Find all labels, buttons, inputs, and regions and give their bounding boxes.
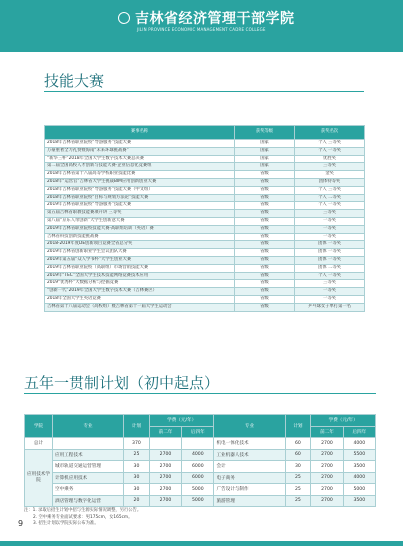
page-number: 9 bbox=[18, 519, 24, 528]
plan-cell: 旅游管理 bbox=[214, 495, 285, 507]
awards-row bbox=[45, 233, 365, 241]
plan-cell: 4000 bbox=[182, 449, 214, 461]
award-rank: 一等奖 bbox=[295, 295, 365, 303]
awards-col-rank: 获奖名次 bbox=[295, 126, 365, 140]
plan-cell: 2700 bbox=[311, 472, 343, 484]
award-level: 国家 bbox=[235, 140, 295, 148]
plan-col-major-2: 专业 bbox=[214, 415, 285, 438]
note-line: 2. 空中乘务专业面试要求：男175cm，女165cm。 bbox=[33, 514, 133, 520]
award-rank: 个人 三等奖 bbox=[295, 186, 365, 194]
award-name: 2018年吉林省职业院校“导游服务”技能大赛 bbox=[45, 140, 235, 148]
school-name: 吉林省经济管理干部学院 bbox=[135, 11, 295, 27]
award-level: 省级 bbox=[235, 264, 295, 272]
award-level: 国家 bbox=[235, 163, 295, 171]
award-name: 2019年第五届“众人学书杯”大学生创业大赛 bbox=[45, 256, 235, 264]
header-band bbox=[0, 0, 403, 52]
awards-row bbox=[45, 210, 365, 218]
awards-row bbox=[45, 163, 365, 171]
plan-cell: 30 bbox=[124, 472, 150, 484]
plan-cell: 2700 bbox=[149, 495, 181, 507]
award-rank: 一等奖 bbox=[295, 233, 365, 241]
award-name: 2019年吉林省职业院校“导游服务”技能大赛 bbox=[45, 202, 235, 210]
plan-title-underline bbox=[24, 393, 376, 394]
award-level: 国家 bbox=[235, 147, 295, 155]
awards-row bbox=[45, 264, 365, 272]
awards-row bbox=[45, 147, 365, 155]
award-rank: 三等奖 bbox=[295, 280, 365, 288]
award-rank: 团体 一等奖 bbox=[295, 256, 365, 264]
awards-table bbox=[44, 125, 365, 312]
awards-row bbox=[45, 186, 365, 194]
award-name: 2019年“TEC”全国大学生技术技能网络竞赛技术应用 bbox=[45, 272, 235, 280]
awards-col-level: 获奖等级 bbox=[235, 126, 295, 140]
award-rank: 个人 三等奖 bbox=[295, 140, 365, 148]
award-rank: 乒乓球女子单打第一名 bbox=[295, 303, 365, 311]
plan-col-first-two-2: 前二年 bbox=[311, 426, 343, 438]
awards-title: 技能大赛 bbox=[44, 72, 105, 90]
award-level: 省级 bbox=[235, 272, 295, 280]
award-name: 第五届吉林省职教技能赛项开讲 三等奖 bbox=[45, 210, 235, 218]
award-name: 2018年“运营官”吉林省大学生挑战BIM应用创新创业大赛 bbox=[45, 178, 235, 186]
award-name: 2018年吉林省职业院校“目标与规划方法论”技能大赛 bbox=[45, 194, 235, 202]
awards-row bbox=[45, 217, 365, 225]
plan-cell: 广告设计与制作 bbox=[214, 484, 285, 496]
awards-row bbox=[45, 194, 365, 202]
school-logo bbox=[118, 8, 295, 28]
award-name: 2019年吉林省职业院校技能大赛·高职组培训（英语）赛 bbox=[45, 225, 235, 233]
award-level: 国家 bbox=[235, 155, 295, 163]
awards-row bbox=[45, 241, 365, 249]
award-level: 省级 bbox=[235, 256, 295, 264]
plan-row bbox=[25, 461, 376, 473]
plan-row bbox=[25, 495, 376, 507]
plan-cell: 酒店管理与数字化运营 bbox=[52, 495, 123, 507]
school-seal-icon bbox=[118, 12, 130, 24]
plan-cell: 电子商务 bbox=[214, 472, 285, 484]
award-level: 省级 bbox=[235, 178, 295, 186]
plan-total-value: 370 bbox=[124, 438, 150, 450]
award-rank: 团体 一等奖 bbox=[295, 249, 365, 257]
plan-cell: 应用工程技术 bbox=[52, 449, 123, 461]
award-name: “创新一代”2019年全国大学生数字技术大赛（吉林赛区） bbox=[45, 288, 235, 296]
award-name: 2019年吉林省职业院校（高职组）市场营销技能大赛 bbox=[45, 264, 235, 272]
plan-cell: 工业机器人技术 bbox=[214, 449, 285, 461]
award-level: 省级 bbox=[235, 233, 295, 241]
award-rank: 三等奖 bbox=[295, 210, 365, 218]
award-name: 2019“优秀杯”大数据分析与挖掘竞赛 bbox=[45, 280, 235, 288]
plan-cell: 20 bbox=[124, 495, 150, 507]
award-name: 2018年吉林省职业院校“导游服务”技能大赛（中文组） bbox=[45, 186, 235, 194]
award-level: 省级 bbox=[235, 295, 295, 303]
awards-col-name: 赛事名称 bbox=[45, 126, 235, 140]
award-level: 省级 bbox=[235, 202, 295, 210]
award-level: 省级 bbox=[235, 194, 295, 202]
award-name: “新华三杯”2018年全国大学生数字技术大赛总决赛 bbox=[45, 155, 235, 163]
award-rank: 个人 一等奖 bbox=[295, 202, 365, 210]
award-level: 省级 bbox=[235, 280, 295, 288]
award-level: 省级 bbox=[235, 225, 295, 233]
award-name: 第八届“京东人带创新”大学生创新意大赛 bbox=[45, 217, 235, 225]
awards-row bbox=[45, 295, 365, 303]
plan-cell: 5000 bbox=[182, 484, 214, 496]
footer-band bbox=[0, 541, 403, 546]
plan-cell: 城市轨道交通运营管理 bbox=[52, 461, 123, 473]
award-rank: 金奖 bbox=[295, 171, 365, 179]
award-rank: 团体 二等奖 bbox=[295, 264, 365, 272]
plan-cell: 2700 bbox=[149, 461, 181, 473]
plan-cell: 2700 bbox=[149, 472, 181, 484]
awards-row bbox=[45, 288, 365, 296]
plan-col-last-three: 后四年 bbox=[182, 426, 214, 438]
plan-cell: 30 bbox=[124, 484, 150, 496]
award-rank: 团体 一等奖 bbox=[295, 241, 365, 249]
plan-cell: 6000 bbox=[182, 472, 214, 484]
award-level: 省级 bbox=[235, 210, 295, 218]
award-rank: 一等奖 bbox=[295, 225, 365, 233]
plan-cell: 25 bbox=[124, 449, 150, 461]
plan-cell: 机电一体化技术 bbox=[214, 438, 285, 450]
award-level: 省级 bbox=[235, 288, 295, 296]
plan-cell: 会计 bbox=[214, 461, 285, 473]
plan-cell: 3500 bbox=[343, 495, 375, 507]
award-level: 省级 bbox=[235, 303, 295, 311]
plan-col-fee: 学费（元/年） bbox=[149, 415, 214, 427]
plan-col-last-three-2: 后四年 bbox=[343, 426, 375, 438]
plan-cell: 计算机应用技术 bbox=[52, 472, 123, 484]
award-rank: 个人 一等奖 bbox=[295, 272, 365, 280]
awards-row bbox=[45, 171, 365, 179]
plan-cell: 25 bbox=[285, 484, 311, 496]
award-rank: 一等奖 bbox=[295, 217, 365, 225]
award-rank: 一等奖 bbox=[295, 288, 365, 296]
award-name: 2018年吉林省第十八届高等学校职业技能比赛 bbox=[45, 171, 235, 179]
award-name: 万豪重奢全力礼赞暨海南“未来环球挑战赛” bbox=[45, 147, 235, 155]
awards-row bbox=[45, 140, 365, 148]
plan-col-plan-2: 计划 bbox=[285, 415, 311, 438]
plan-row bbox=[25, 449, 376, 461]
award-level: 省级 bbox=[235, 186, 295, 194]
plan-cell: 60 bbox=[285, 438, 311, 450]
plan-cell: 2700 bbox=[311, 495, 343, 507]
award-name: 吉林省第十八届运动会（高校组）暨吉林省第十一届大学生运动会 bbox=[45, 303, 235, 311]
note-line: 注：1. 录取后招生计划中招与生源实际情况调整，另行公告。 bbox=[24, 508, 142, 513]
plan-header-row-1 bbox=[25, 415, 376, 427]
plan-cell: 2700 bbox=[311, 461, 343, 473]
award-rank: 个人 二等奖 bbox=[295, 194, 365, 202]
plan-cell: 4000 bbox=[343, 472, 375, 484]
plan-col-first-two: 前二年 bbox=[149, 426, 181, 438]
award-rank: 团体特等奖 bbox=[295, 178, 365, 186]
plan-row bbox=[25, 472, 376, 484]
award-rank: 优胜奖 bbox=[295, 155, 365, 163]
awards-row bbox=[45, 272, 365, 280]
plan-cell: 30 bbox=[285, 461, 311, 473]
award-name: 2018-2019年度DE创新项目竞赛全省总分奖 bbox=[45, 241, 235, 249]
awards-row bbox=[45, 249, 365, 257]
notes bbox=[24, 508, 141, 528]
awards-row bbox=[45, 303, 365, 311]
award-rank: 个人 一等奖 bbox=[295, 147, 365, 155]
award-name: 2018年全国大学生英语竞赛 bbox=[45, 295, 235, 303]
award-name: 2019年吉林省创新职业学生会议团队大赛 bbox=[45, 249, 235, 257]
award-name: 第二届全国高校人才创新与技能大赛·企业信息化竞赛组 bbox=[45, 163, 235, 171]
plan-cell: 2700 bbox=[311, 438, 343, 450]
awards-title-underline bbox=[44, 91, 364, 92]
plan-col-category: 学院 bbox=[25, 415, 53, 438]
plan-cell: 25 bbox=[285, 472, 311, 484]
awards-row bbox=[45, 202, 365, 210]
award-level: 省级 bbox=[235, 217, 295, 225]
plan-col-plan: 计划 bbox=[124, 415, 150, 438]
awards-row bbox=[45, 155, 365, 163]
awards-row bbox=[45, 256, 365, 264]
plan-total-label: 总计 bbox=[25, 438, 53, 450]
plan-cell: 5500 bbox=[343, 449, 375, 461]
awards-header-row bbox=[45, 126, 365, 140]
plan-cell: 25 bbox=[285, 495, 311, 507]
award-name: 吉林省科技创新技能挑战赛 bbox=[45, 233, 235, 241]
plan-cell: 2700 bbox=[149, 449, 181, 461]
school-name-en: JILIN PROVINCE ECONOMIC MANAGEMENT CADRE COLLEGE bbox=[137, 27, 266, 32]
award-level: 省级 bbox=[235, 171, 295, 179]
plan-cell: 3500 bbox=[343, 461, 375, 473]
plan-col-major: 专业 bbox=[52, 415, 123, 438]
plan-total-row bbox=[25, 438, 376, 450]
award-rank: 三等奖 bbox=[295, 163, 365, 171]
plan-title: 五年一贯制计划（初中起点） bbox=[24, 374, 220, 392]
awards-row bbox=[45, 225, 365, 233]
plan-col-fee-2: 学费（元/年） bbox=[311, 415, 376, 427]
awards-row bbox=[45, 280, 365, 288]
award-level: 省级 bbox=[235, 249, 295, 257]
plan-cell: 2700 bbox=[311, 449, 343, 461]
plan-cell: 5000 bbox=[182, 495, 214, 507]
plan-cell: 30 bbox=[124, 461, 150, 473]
note-line: 3. 招生计划以学院实际公布为准。 bbox=[33, 521, 99, 526]
plan-cell: 5000 bbox=[343, 484, 375, 496]
plan-cell: 60 bbox=[285, 449, 311, 461]
plan-cell: 4000 bbox=[343, 438, 375, 450]
plan-cell: 6000 bbox=[182, 461, 214, 473]
plan-cell: 空中乘务 bbox=[52, 484, 123, 496]
plan-group-label: 应用技术学院 bbox=[25, 449, 53, 507]
plan-cell: 2700 bbox=[149, 484, 181, 496]
plan-row bbox=[25, 484, 376, 496]
plan-cell: 2700 bbox=[311, 484, 343, 496]
award-level: 省级 bbox=[235, 241, 295, 249]
awards-row bbox=[45, 178, 365, 186]
enrollment-plan-table bbox=[24, 414, 376, 507]
